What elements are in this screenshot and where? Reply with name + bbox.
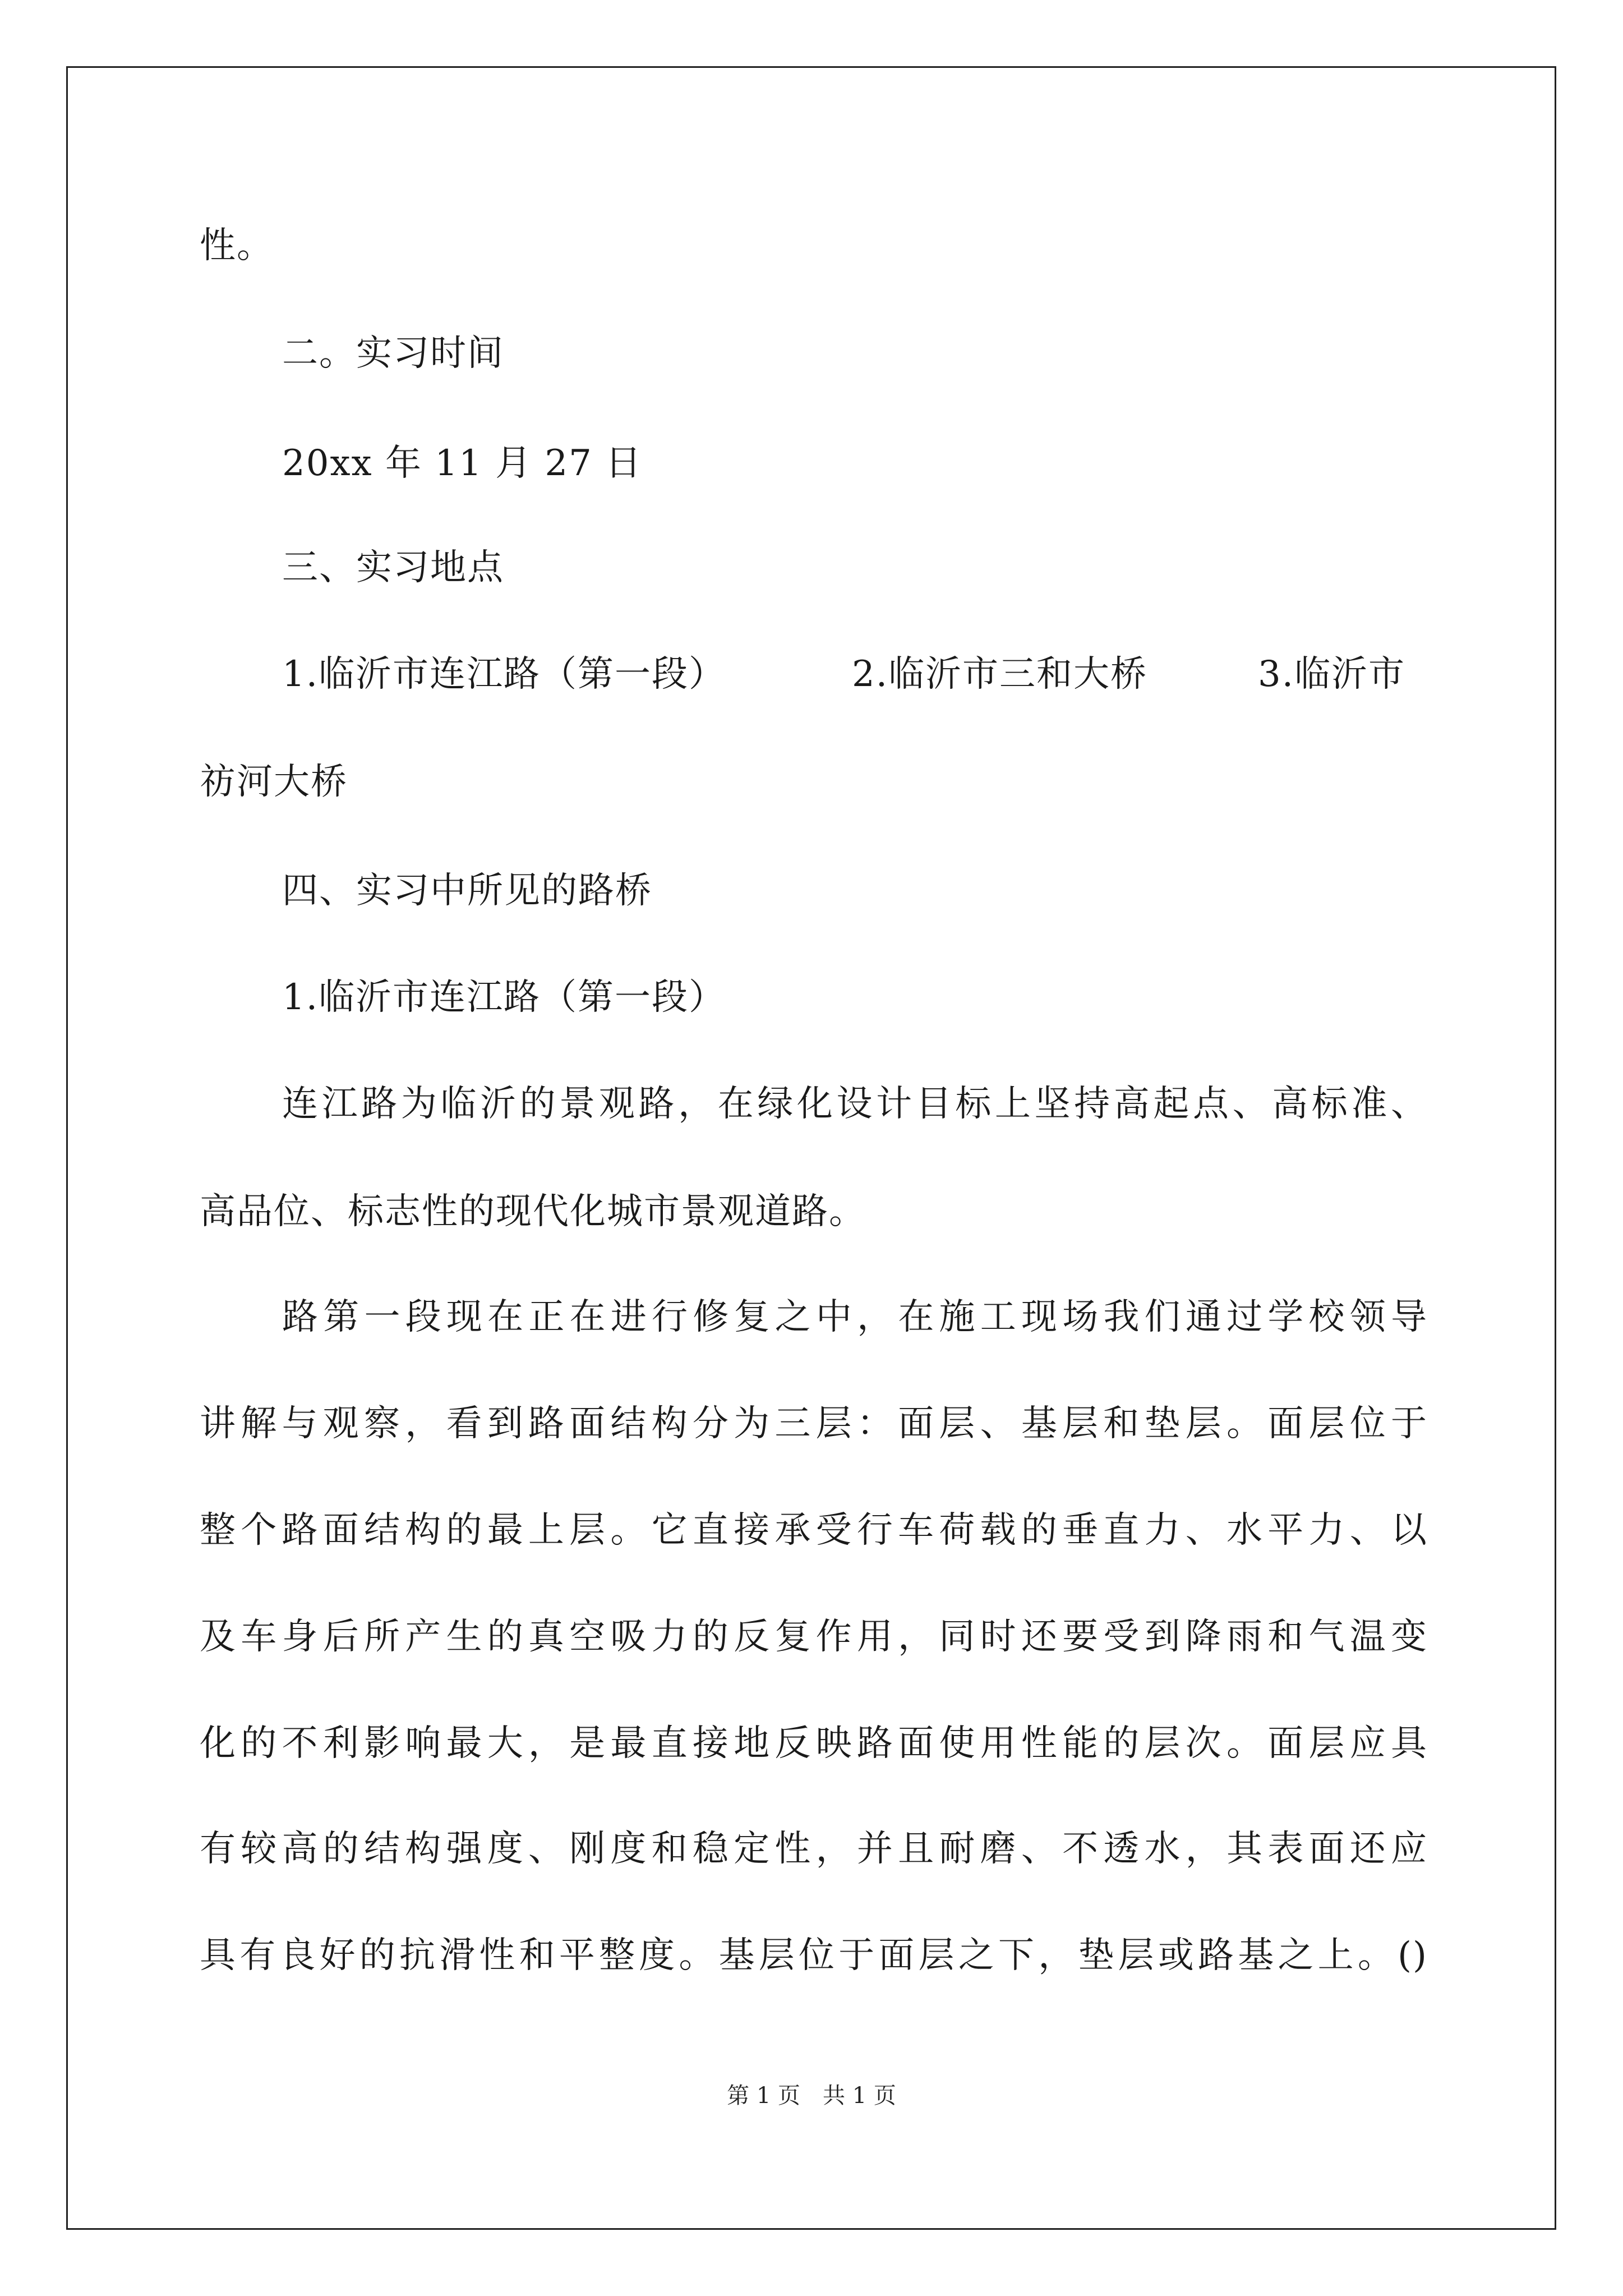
paragraph-line: 讲解与观察，看到路面结构分为三层：面层、基层和垫层。面层位于 (200, 1403, 1428, 1444)
paragraph-line: 连江路为临沂的景观路，在绿化设计目标上坚持高起点、高标准、 (282, 1083, 1428, 1125)
paragraph-line: 有较高的结构强度、刚度和稳定性，并且耐磨、不透水，其表面还应 (200, 1828, 1428, 1870)
page-border (66, 66, 1556, 2230)
page-number: 第 1 页 (727, 2083, 800, 2109)
paragraph-line: 路第一段现在正在进行修复之中，在施工现场我们通过学校领导 (282, 1296, 1428, 1338)
page-total: 共 1 页 (823, 2083, 896, 2109)
section-heading: 二。实习时间 (282, 333, 504, 374)
section-heading: 三、实习地点 (282, 547, 504, 588)
location-item: 2.临沂市三和大桥 (852, 654, 1148, 695)
location-item: 3.临沂市 (1258, 654, 1406, 695)
paragraph-line: 整个路面结构的最上层。它直接承受行车荷载的垂直力、水平力、以 (200, 1510, 1428, 1551)
text-line: 性。 (200, 225, 274, 266)
section-heading: 四、实习中所见的路桥 (282, 870, 652, 912)
page-footer (0, 2081, 1623, 2110)
text-line: 祊河大桥 (200, 761, 348, 803)
paragraph-line: 化的不利影响最大，是最直接地反映路面使用性能的层次。面层应具 (200, 1723, 1428, 1764)
subsection-heading: 1.临沂市连江路（第一段） (282, 977, 726, 1018)
location-item: 1.临沂市连江路（第一段） (282, 654, 726, 695)
date-line: 20xx 年 11 月 27 日 (282, 443, 643, 484)
paragraph-line: 具有良好的抗滑性和平整度。基层位于面层之下，垫层或路基之上。() (200, 1935, 1428, 1976)
paragraph-line: 高品位、标志性的现代化城市景观道路。 (200, 1191, 866, 1232)
paragraph-line: 及车身后所产生的真空吸力的反复作用，同时还要受到降雨和气温变 (200, 1616, 1428, 1658)
